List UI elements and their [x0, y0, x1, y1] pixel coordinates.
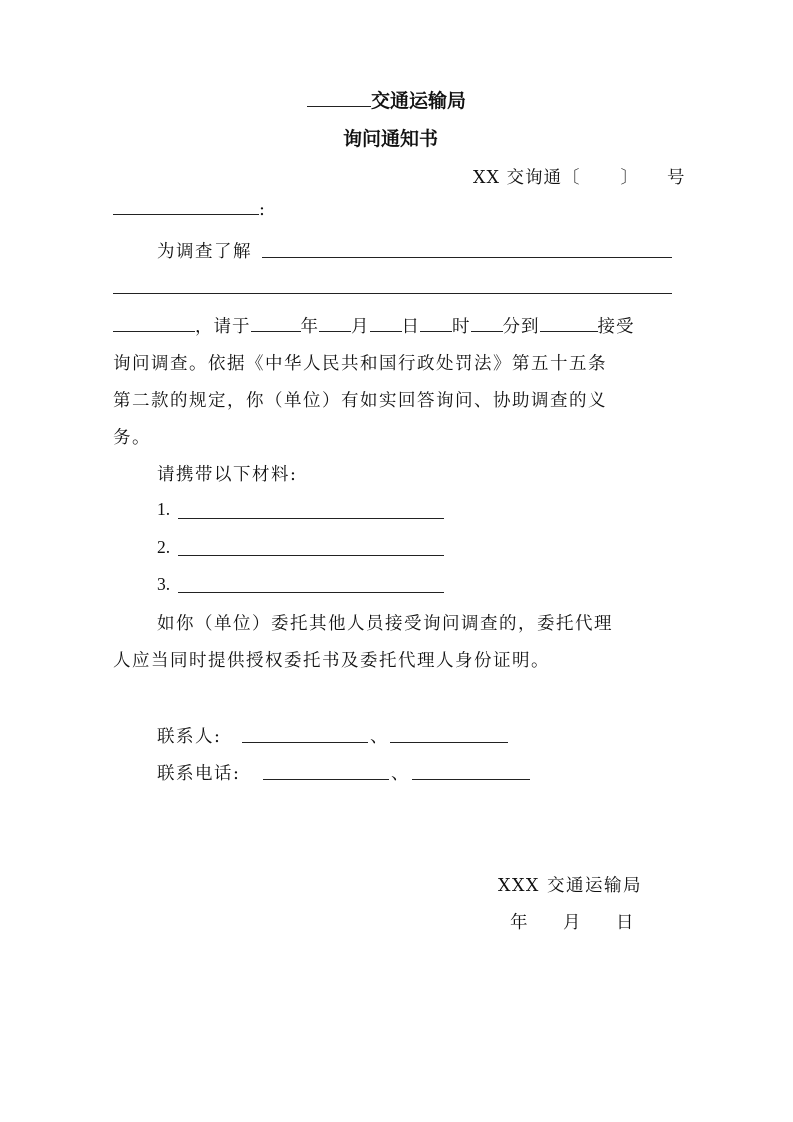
agency-title-suffix: 交通运输局: [371, 90, 467, 112]
agency-title-line: [307, 86, 466, 113]
party-blank[interactable]: [113, 330, 195, 332]
minute-label: 分到: [502, 317, 540, 337]
paragraph-1-line-4: 务。: [113, 428, 151, 448]
hour-label: 时: [452, 317, 471, 337]
investigation-purpose-blank[interactable]: [262, 257, 672, 258]
day-blank[interactable]: [370, 330, 402, 332]
contact-phone-1-blank[interactable]: [263, 779, 389, 780]
addressee-line: [113, 200, 266, 220]
document-number-prefix: XX 交询通〔: [473, 168, 581, 188]
material-item-2-number: 2.: [157, 537, 171, 557]
document-number: [473, 164, 685, 189]
addressee-colon: :: [259, 200, 267, 220]
signature-year: 年: [510, 913, 529, 933]
contact-person-1-blank[interactable]: [242, 742, 368, 743]
year-blank[interactable]: [251, 330, 301, 332]
paragraph-1-line-2: 询问调查。依据《中华人民共和国行政处罚法》第五十五条: [113, 354, 607, 374]
document-number-suffix: 号: [666, 168, 686, 188]
paragraph-1-line-3: 第二款的规定，你（单位）有如实回答询问、协助调查的义: [113, 391, 607, 411]
material-item-3-number: 3.: [157, 574, 171, 594]
year-label: 年: [300, 317, 319, 337]
materials-label: 请携带以下材料:: [157, 465, 298, 485]
month-label: 月: [351, 317, 370, 337]
signature-month: 月: [563, 913, 582, 933]
investigation-purpose-blank-2[interactable]: [113, 293, 672, 294]
agency-name-blank[interactable]: [307, 105, 371, 107]
document-title: 询问通知书: [343, 128, 439, 150]
issuing-agency: XXX 交通运输局: [498, 876, 642, 896]
document-number-serial-blank[interactable]: [639, 182, 667, 183]
document-number-year-blank[interactable]: [580, 182, 620, 183]
contact-person-label: 联系人:: [157, 727, 222, 747]
document-number-bracket-close: 〕: [620, 168, 639, 188]
minute-blank[interactable]: [471, 330, 503, 332]
contact-person-separator: 、: [370, 727, 389, 747]
contact-person-2-blank[interactable]: [390, 742, 508, 743]
material-item-1-number: 1.: [157, 499, 171, 519]
month-blank[interactable]: [319, 330, 351, 332]
request-text: ，请于: [195, 317, 251, 337]
contact-phone-2-blank[interactable]: [412, 779, 530, 780]
signature-day: 日: [616, 913, 635, 933]
material-item-2-blank[interactable]: [178, 555, 444, 556]
paragraph-2-line-1: 如你（单位）委托其他人员接受询问调查的，委托代理: [157, 614, 613, 634]
material-item-3-blank[interactable]: [178, 592, 444, 593]
location-blank[interactable]: [540, 330, 598, 332]
addressee-blank[interactable]: [113, 213, 259, 215]
hour-blank[interactable]: [420, 330, 452, 332]
contact-phone-label: 联系电话:: [157, 764, 241, 784]
day-label: 日: [401, 317, 420, 337]
contact-phone-separator: 、: [391, 764, 410, 784]
paragraph-2-line-2: 人应当同时提供授权委托书及委托代理人身份证明。: [113, 651, 550, 671]
material-item-1-blank[interactable]: [178, 518, 444, 519]
accept-label: 接受: [597, 317, 635, 337]
appointment-line: [113, 313, 635, 338]
investigation-purpose-label: 为调查了解: [157, 242, 252, 262]
